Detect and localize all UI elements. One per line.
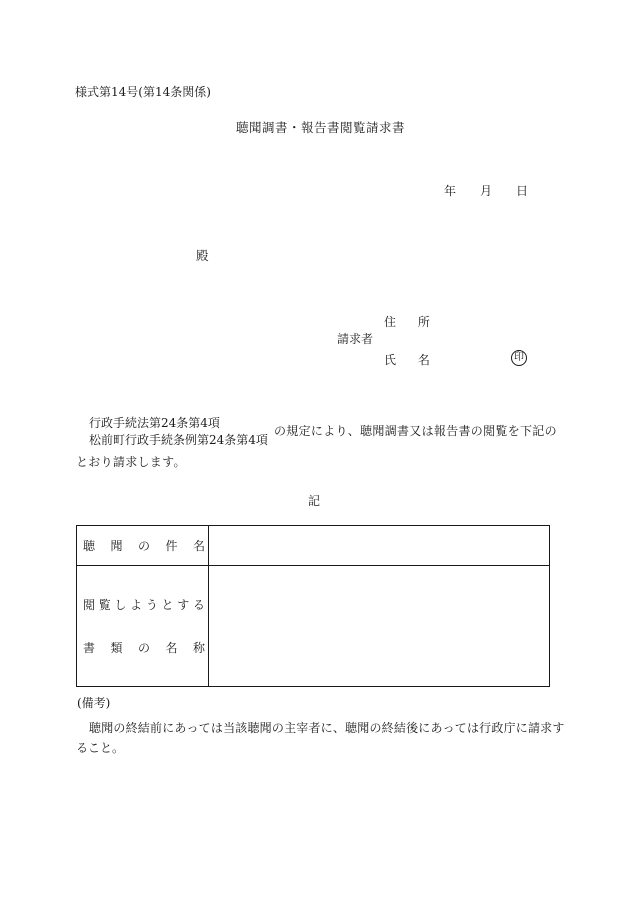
- remarks-heading: (備考): [77, 696, 111, 710]
- addressee-honorific: 殿: [196, 248, 209, 263]
- label-char: 書: [83, 641, 96, 655]
- date-day-label: 日: [516, 184, 529, 198]
- label-char: 聞: [110, 539, 123, 553]
- table-row: [77, 526, 550, 566]
- ki-heading: 記: [308, 494, 321, 508]
- label-char: 閲: [83, 598, 96, 612]
- label-char: 類: [110, 641, 123, 655]
- requester-label: 請求者: [337, 332, 374, 346]
- table-row: [77, 566, 550, 687]
- document-name-label-line-1: [83, 596, 205, 613]
- label-char: し: [114, 598, 127, 612]
- label-char: と: [161, 598, 174, 612]
- label-char: 名: [165, 641, 178, 655]
- document-title: 聴聞調書・報告書閲覧請求書: [236, 120, 406, 135]
- hearing-subject-label: [83, 537, 205, 554]
- form-number: 様式第14号(第14条関係): [75, 85, 211, 99]
- seal-mark: 印: [511, 350, 527, 366]
- legal-basis-option-2: 松前町行政手続条例第24条第4項: [89, 433, 268, 447]
- document-name-label-cell: [77, 566, 209, 687]
- hearing-subject-field[interactable]: [209, 526, 550, 566]
- label-char: よ: [130, 598, 143, 612]
- label-char: 件: [165, 539, 178, 553]
- label-char: 覧: [98, 598, 111, 612]
- label-char: 名: [192, 539, 205, 553]
- date-month-label: 月: [480, 184, 493, 198]
- label-char: 称: [192, 641, 205, 655]
- name-label: 氏 名: [384, 353, 439, 367]
- document-name-label-line-2: [83, 639, 205, 656]
- label-char: の: [137, 539, 150, 553]
- request-details-table: [76, 525, 550, 687]
- remarks-line-2: ること。: [76, 741, 125, 755]
- request-statement-line-2: とおり請求します。: [76, 455, 186, 469]
- label-char: す: [177, 598, 190, 612]
- legal-basis-option-1: 行政手続法第24条第4項: [89, 416, 220, 430]
- label-char: 聴: [83, 539, 96, 553]
- address-label: 住 所: [384, 315, 439, 329]
- document-name-field[interactable]: [209, 566, 550, 687]
- remarks-line-1: 聴聞の終結前にあっては当該聴聞の主宰者に、聴聞の終結後にあっては行政庁に請求す: [89, 721, 565, 735]
- hearing-subject-label-cell: [77, 526, 209, 566]
- label-char: う: [145, 598, 158, 612]
- label-char: る: [192, 598, 205, 612]
- label-char: の: [137, 641, 150, 655]
- date-year-label: 年: [444, 184, 457, 198]
- request-statement-line-1: の規定により、聴聞調書又は報告書の閲覧を下記の: [274, 424, 557, 438]
